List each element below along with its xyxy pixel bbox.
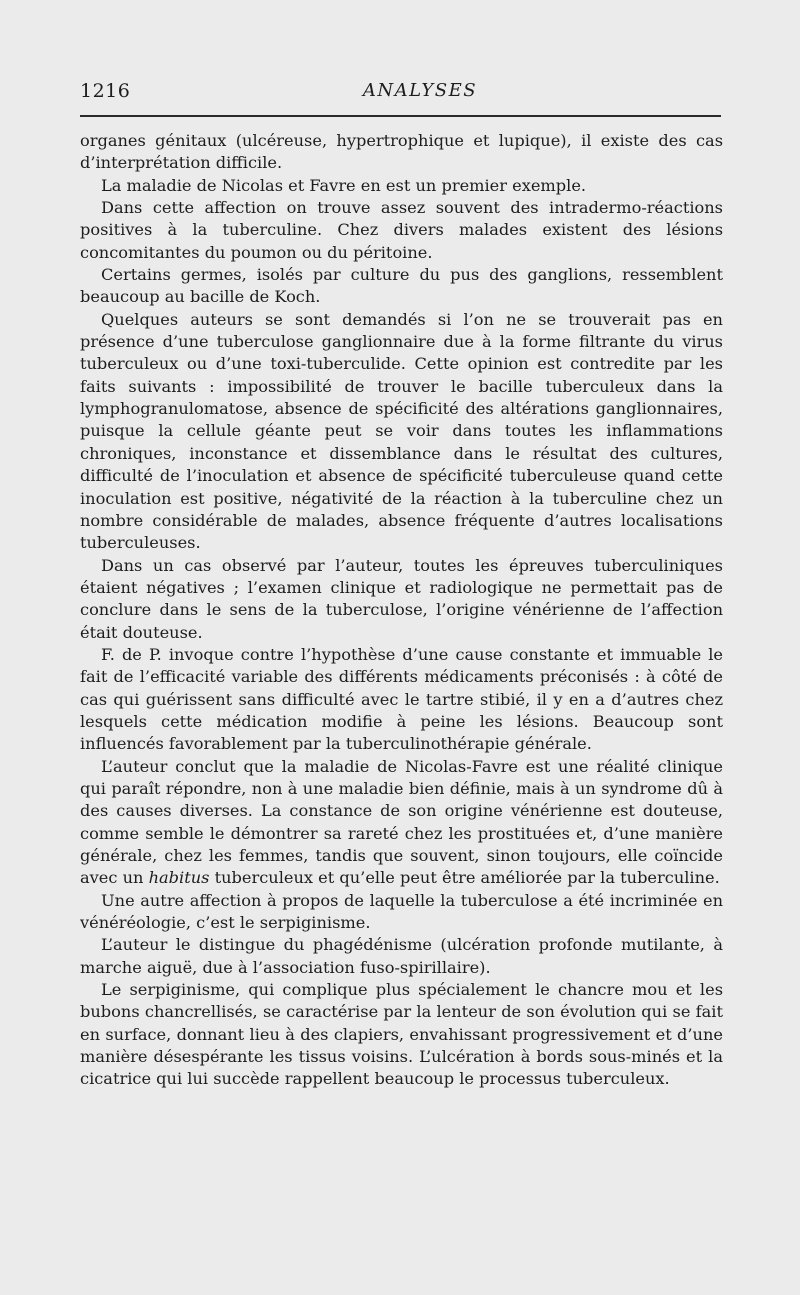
paragraph: La maladie de Nicolas et Favre en est un premier exemple.	[101, 175, 587, 195]
paragraph: Dans cette affection on trouve assez souvent des intradermo-réactions positives à la tuberculine. Chez divers malades existent des lésions concomitantes du poumon ou du péritoine.	[80, 198, 723, 262]
paragraph-text-after: tuberculeux et qu’elle peut être améliorée par la tuberculine.	[209, 868, 720, 888]
paragraph-text-before: L’auteur conclut que la maladie de Nicolas-Favre est une réalité clinique qui paraît répondre, non à une maladie bien définie, mais à un syndrome dû à des causes diverses. La constance de son origine vénérienne est douteuse, comme semble le démontrer sa rareté chez les prostituées et, d’une manière générale, chez les femmes, tandis que souvent, sinon toujours, elle coïncide avec un	[80, 756, 723, 888]
page-header	[80, 80, 720, 110]
paragraph: L’auteur le distingue du phagédénisme (ulcération profonde mutilante, à marche aiguë, due à l’association fuso-spirillaire).	[80, 935, 723, 977]
italic-term: habitus	[148, 868, 210, 888]
paragraph	[80, 756, 723, 890]
paragraph: Une autre affection à propos de laquelle la tuberculose a été incriminée en vénéréologie, c’est le serpiginisme.	[80, 890, 723, 933]
paragraph: Quelques auteurs se sont demandés si l’on ne se trouverait pas en présence d’une tuberculose ganglionnaire due à la forme filtrante du virus tuberculeux ou d’une toxi-tuberculide. Cette opinion est contredite par les faits suivants : impossibilité de trouver le bacille tuberculeux dans la lymphogranulomatose, absence de spécificité des altérations ganglionnaires, puisque la cellule géante peut se voir dans toutes les inflammations chroniques, inconstance et dissemblance dans le résultat des cultures, difficulté de l’inoculation et absence de spécificité tuberculeuse quand cette inoculation est positive, négativité de la réaction à la tuberculine chez un nombre considérable de malades, absence fréquente d’autres localisations tuberculeuses.	[80, 309, 723, 553]
paragraph-continued: organes génitaux (ulcéreuse, hypertrophique et lupique), il existe des cas d’interprétation difficile.	[80, 131, 723, 173]
paragraph: Le serpiginisme, qui complique plus spécialement le chancre mou et les bubons chancrellisés, se caractérise par la lenteur de son évolution qui se fait en surface, donnant lieu à des clapiers, envahissant progressivement et d’une manière désespérante les tissus voisins. L’ulcération à bords sous-minés et la cicatrice qui lui succède rappellent beaucoup le processus tuberculeux.	[80, 980, 723, 1089]
running-title: ANALYSES	[362, 80, 478, 101]
page-number: 1216	[80, 80, 131, 102]
paragraph: Dans un cas observé par l’auteur, toutes les épreuves tuberculiniques étaient négatives ; l’examen clinique et radiologique ne permettait pas de conclure dans le sens de la tuberculose, l’origine vénérienne de l’affection était douteuse.	[80, 555, 723, 642]
header-rule	[80, 115, 721, 117]
paragraph: Certains germes, isolés par culture du pus des ganglions, ressemblent beaucoup au bacille de Koch.	[80, 265, 723, 307]
paragraph: F. de P. invoque contre l’hypothèse d’une cause constante et immuable le fait de l’efficacité variable des différents médicaments préconisés : à côté de cas qui guérissent sans difficulté avec le tartre stibié, il y en a d’autres chez lesquels cette médication modifie à peine les lésions. Beaucoup sont influencés favorablement par la tuberculinothérapie générale.	[80, 644, 723, 754]
body-text	[80, 130, 723, 1091]
